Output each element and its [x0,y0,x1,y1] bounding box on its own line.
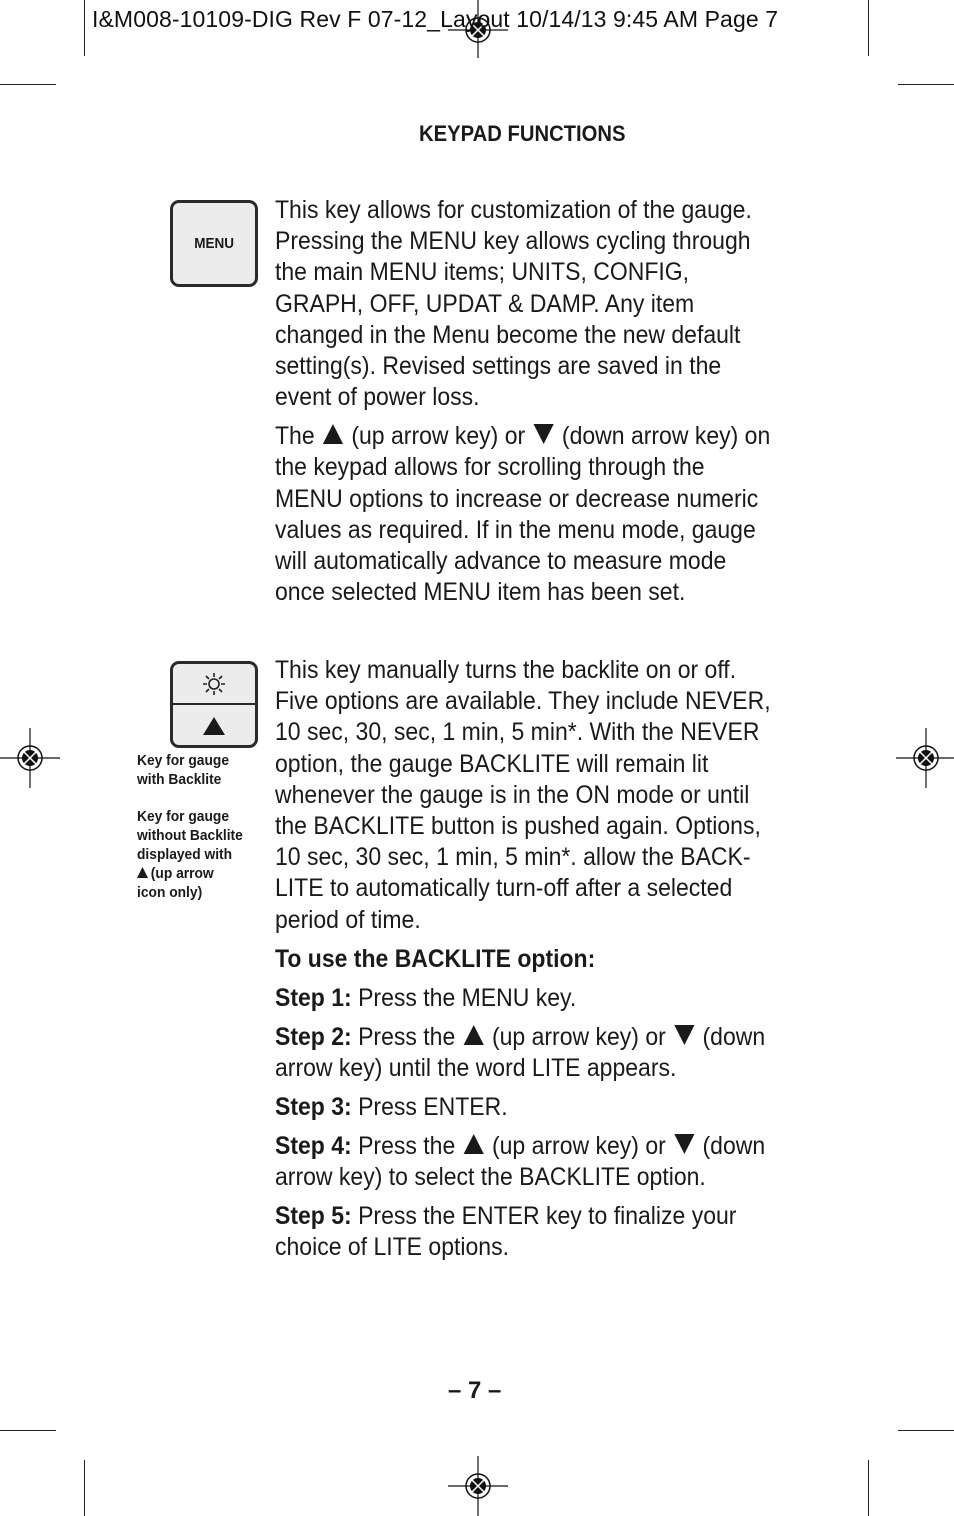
up-arrow-icon [323,424,343,444]
text-fragment: (down arrow key) on the keypad allows for scrolling through the MENU options to increase or decrease numeric values as required. If in the menu mode, gauge will automatically advance to measure mode once selected MENU item has been set. [275,422,771,607]
registration-mark-icon [448,1456,508,1516]
step-4 [275,1131,776,1193]
step-3 [275,1092,776,1123]
text-fragment: (down arrow key) until the word LITE appears. [275,1022,766,1082]
page-title: KEYPAD FUNCTIONS [419,121,626,146]
down-arrow-icon [533,424,553,444]
crop-mark-bottom-left-v [84,1460,85,1516]
text-fragment: (up arrow key) or [491,1022,666,1051]
registration-mark-icon [0,728,60,788]
backlite-caption-without [137,807,243,902]
text-fragment: (up arrow key) or [351,422,526,451]
backlite-paragraph-1: This key manually turns the backlite on or off. Five options are available. They include NEVER, 10 sec, 30, sec, 1 min, 5 min*. With the NEVER option, the gauge BACKLITE will remain lit whenever the gauge is in the ON mode or until the BACKLITE button is pushed again. Options, 10 sec, 30 sec, 1 min, 5 min*. allow the BACK-LITE to automatically turn-off after a selected period of time. [275,656,771,934]
caption-line: Key for gauge [137,808,230,825]
backlite-key-description [275,655,776,1263]
text-fragment: The [275,422,315,451]
subheading-text: To use the BACKLITE option: [275,944,596,973]
step-label: Step 4: [275,1131,352,1160]
text-fragment: Press the [358,1131,456,1160]
print-slug: I&M008-10109-DIG Rev F 07-12_Layout 10/14/13 9:45 AM Page 7 [92,6,779,32]
backlite-key-bottom [173,705,255,747]
up-arrow-icon [137,867,148,878]
up-arrow-icon [203,717,225,735]
step-5 [275,1201,776,1263]
up-arrow-icon [463,1025,483,1045]
caption-line [137,864,243,883]
text-fragment: (up arrow [150,865,214,882]
menu-key-paragraph-2 [275,421,776,608]
text-fragment: (down arrow key) to select the BACKLITE option. [275,1131,766,1192]
step-label: Step 3: [275,1092,352,1121]
down-arrow-icon [674,1134,694,1154]
step-label: Step 1: [275,983,352,1012]
step-text: Press the MENU key. [358,983,577,1012]
step-2 [275,1022,776,1084]
text-fragment: (up arrow key) or [491,1131,666,1160]
menu-key-illustration [170,200,258,287]
up-arrow-icon [463,1134,483,1154]
crop-mark-bottom-left-h [0,1430,56,1431]
backlite-key-illustration [170,661,258,748]
backlite-subheading [275,944,776,975]
step-label: Step 2: [275,1022,352,1051]
caption-line: icon only) [137,884,203,901]
step-text: Press ENTER. [358,1092,508,1121]
caption-line: Key for gauge [137,752,230,769]
crop-mark-top-right-h [898,84,954,85]
crop-mark-top-left-v [84,0,85,56]
crop-mark-top-right-v [868,0,869,56]
menu-key-paragraph-1: This key allows for customization of the gauge. Pressing the MENU key allows cycling through the main MENU items; UNITS, CONFIG, GRAPH, OFF, UPDAT & DAMP. Any item changed in the Menu become the new default setting(s). Revised settings are saved in the event of power loss. [275,196,752,412]
crop-mark-bottom-right-h [898,1430,954,1431]
caption-line: with Backlite [137,771,222,788]
backlite-caption-with [137,751,229,789]
step-label: Step 5: [275,1202,352,1231]
sun-icon [202,672,226,696]
step-text: Press the ENTER key to finalize your choice of LITE options. [275,1202,737,1262]
down-arrow-icon [674,1025,694,1045]
step-1 [275,983,776,1014]
text-fragment: Press the [358,1022,456,1051]
page-number: – 7 – [448,1377,502,1404]
backlite-key-top [173,664,255,705]
registration-mark-icon [896,728,954,788]
crop-mark-bottom-right-v [868,1460,869,1516]
caption-line: without Backlite [137,827,243,844]
menu-key-label: MENU [194,235,234,252]
caption-line: displayed with [137,846,233,863]
crop-mark-top-left-h [0,84,56,85]
menu-key-description [275,195,776,608]
